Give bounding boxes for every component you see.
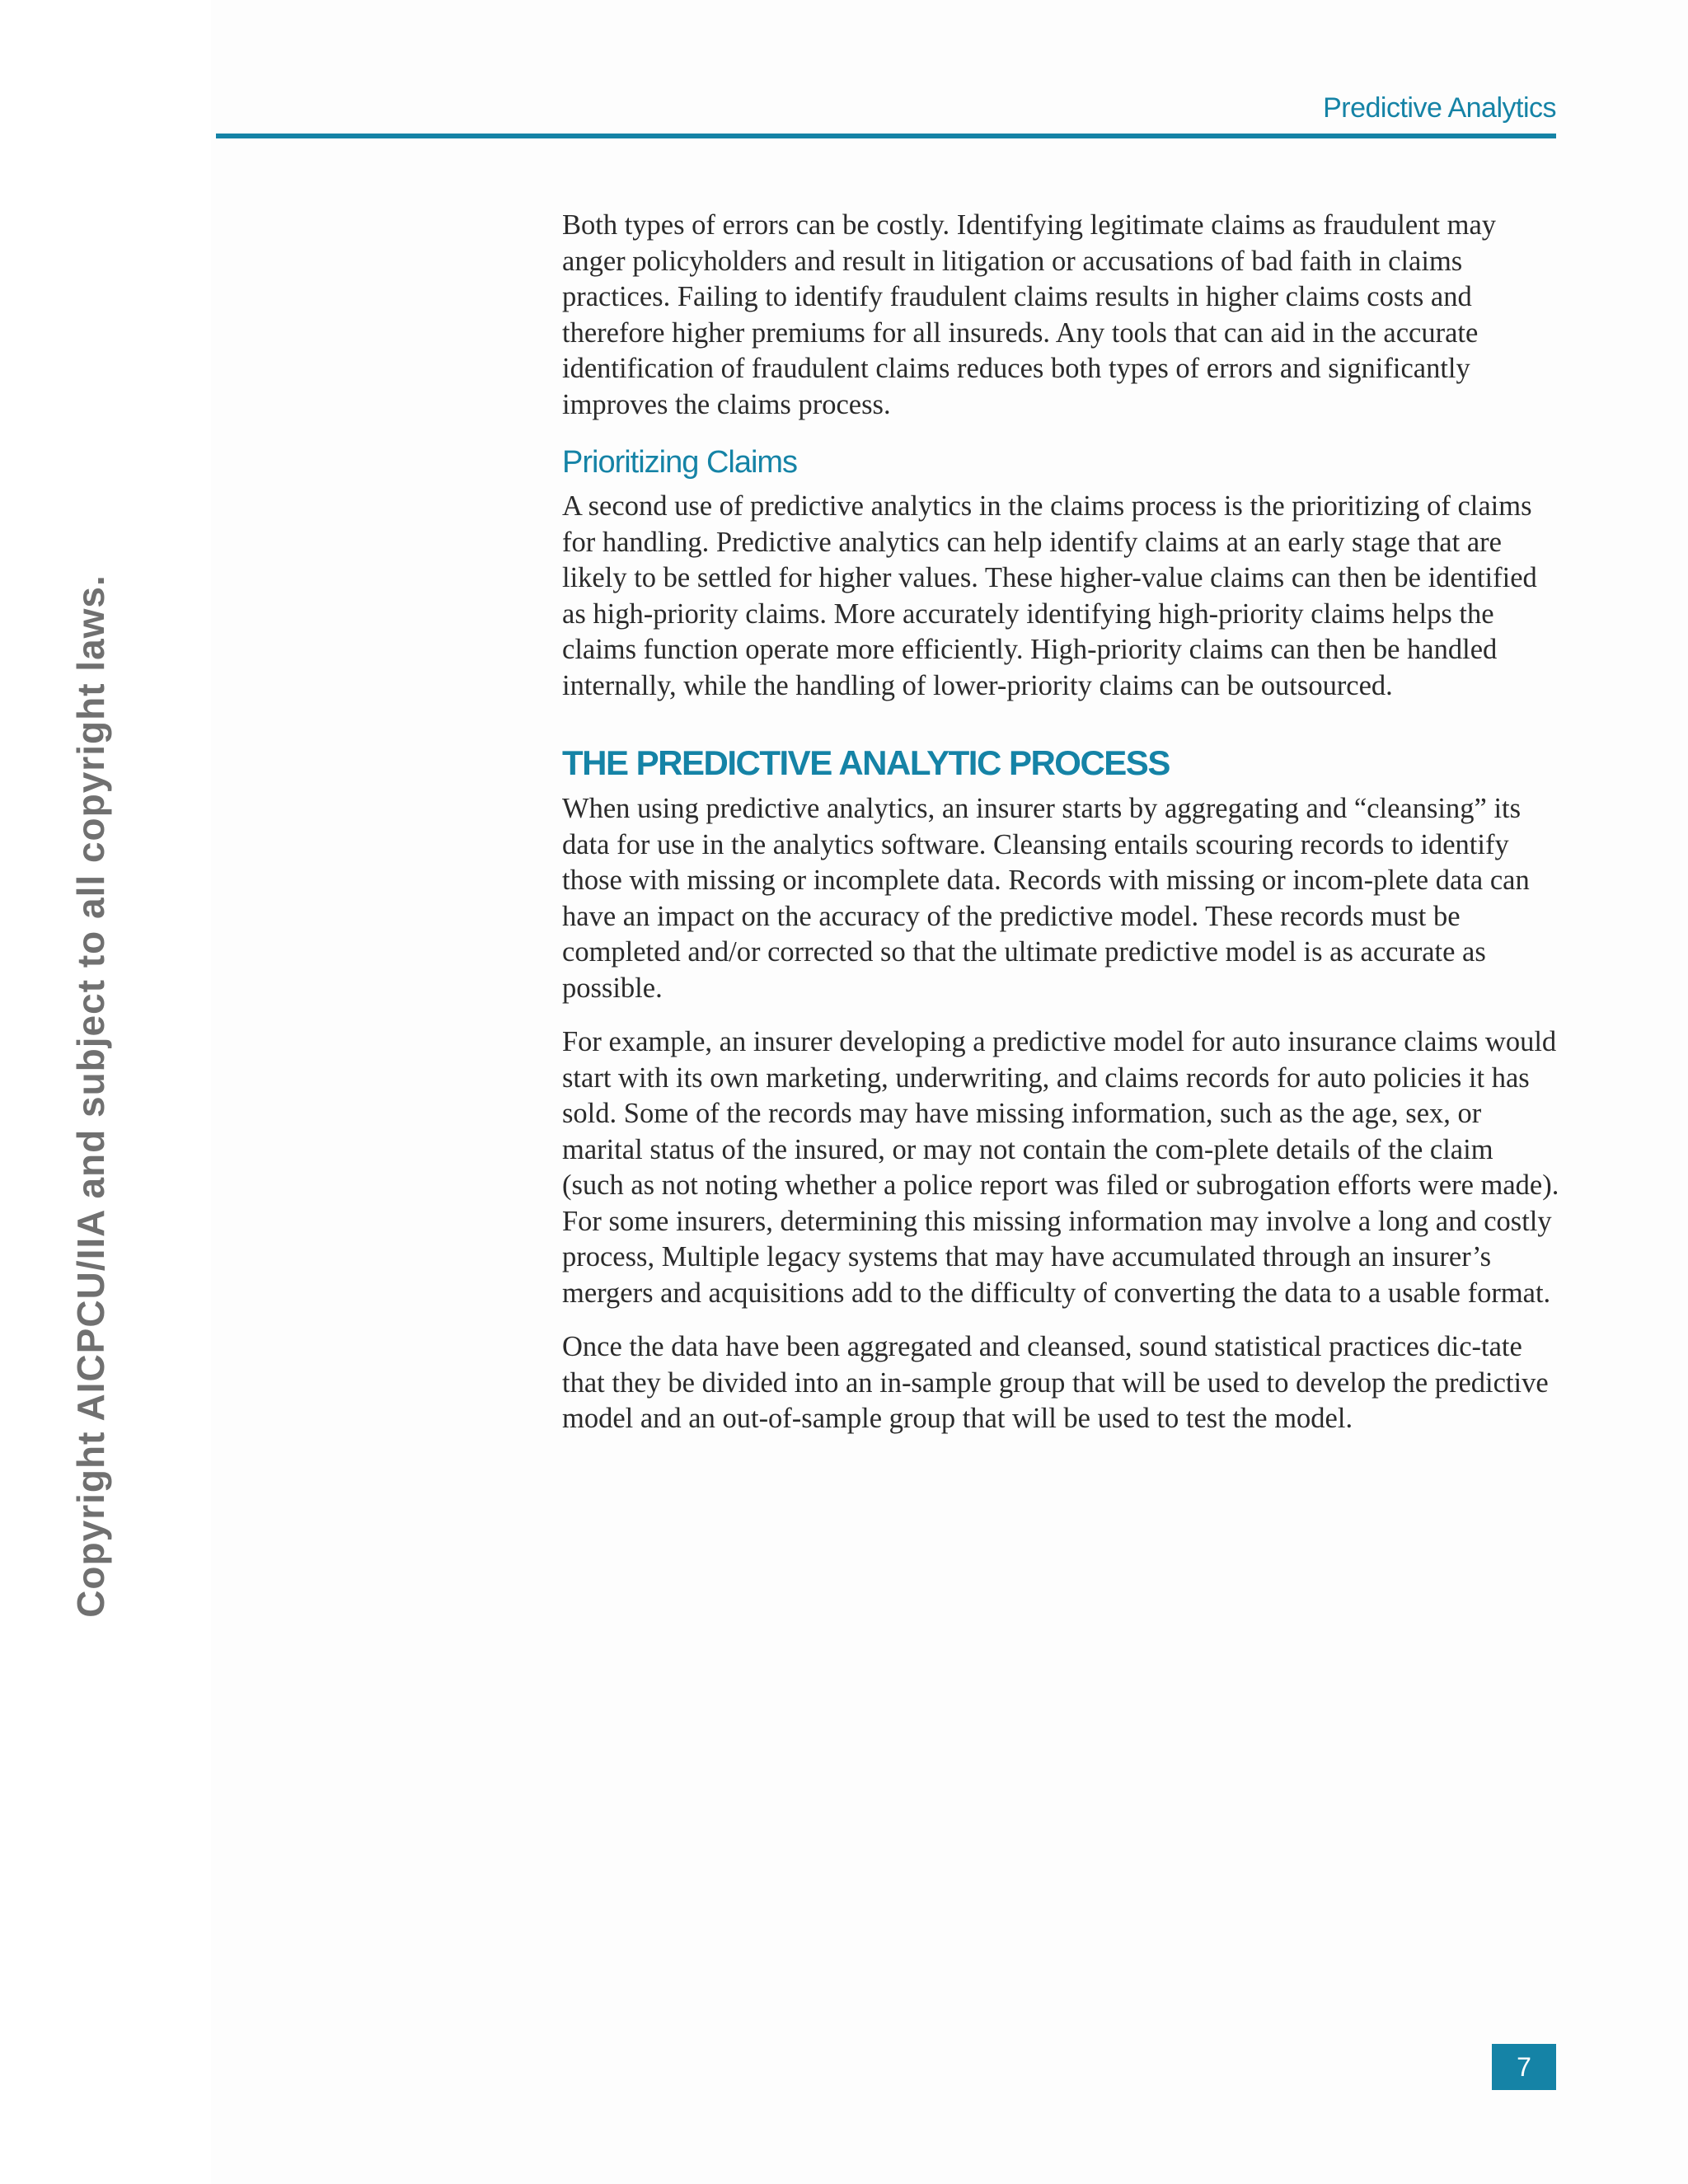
running-head-title: Predictive Analytics <box>1323 92 1556 124</box>
section-heading: THE PREDICTIVE ANALYTIC PROCESS <box>562 743 1170 782</box>
process-paragraph-3: Once the data have been aggregated and cleansed, sound statistical practices dic-tate that they be divided into an in-sample group that will be used to develop the predictive model and an out-of-sample group that will be used to test the model. <box>562 1331 1549 1434</box>
subheading-prioritizing-claims: Prioritizing Claims <box>562 445 798 480</box>
intro-paragraph: Both types of errors can be costly. Identifying legitimate claims as fraudulent may anger policyholders and result in litigation or accusations of bad faith in claims practices. Failing to identify fraudulent claims results in higher claims costs and therefore higher premiums for all insureds. Any tools that can aid in the accurate identification of fraudulent claims reduces both types of errors and significantly improves the claims process. <box>562 209 1497 420</box>
process-paragraph-2: For example, an insurer developing a predictive model for auto insurance claims would start with its own marketing, underwriting, and claims records for auto policies it has sold. Some of the records may have missing information, such as the age, sex, or marital status of the insured, or may not contain the com-plete details of the claim (such as not noting whether a police report was filed or subrogation efforts were made). For some insurers, determining this missing information may involve a long and costly process, Multiple legacy systems that may have accumulated through an insurer’s mergers and acquisitions add to the difficulty of converting the data to a usable format. <box>562 1026 1559 1309</box>
prioritizing-paragraph: A second use of predictive analytics in the claims process is the prioritizing of claims for handling. Predictive analytics can help identify claims at an early stage that are likely to be settled for higher values. These higher-value claims can then be identified as high-priority claims. More accurately identifying high-priority claims helps the claims function operate more efficiently. High-priority claims can then be handled internally, while the handling of lower-priority claims can be outsourced. <box>562 490 1537 701</box>
header-rule <box>216 134 1556 138</box>
copyright-watermark: Copyright AICPCU/IIA and subject to all copyright laws. <box>69 574 112 1618</box>
page-number-badge: 7 <box>1492 2044 1556 2090</box>
process-paragraph-1: When using predictive analytics, an insurer starts by aggregating and “cleansing” its data for use in the analytics software. Cleansing entails scouring records to identify those with missing or incomplete data. Records with missing or incom-plete data can have an impact on the accuracy of the predictive model. These records must be completed and/or corrected so that the ultimate predictive model is as accurate as possible. <box>562 793 1530 1004</box>
main-content <box>562 208 1559 1455</box>
